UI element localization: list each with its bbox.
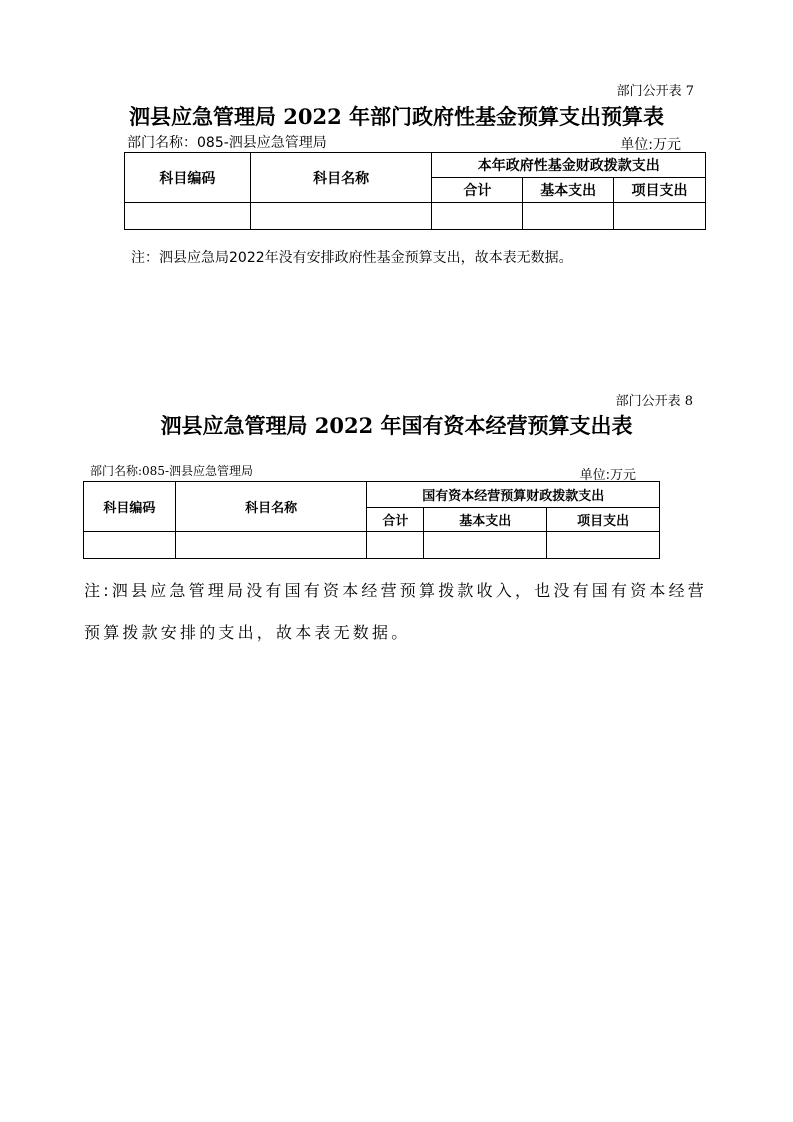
table-8-note-line-1: 注:泗县应急管理局没有国有资本经营预算拨款收入，也没有国有资本经营 [84, 581, 707, 600]
header-subject-name: 科目名称 [250, 153, 432, 203]
table-cell [125, 203, 251, 230]
table-cell [523, 203, 614, 230]
table-8-unit: 单位:万元 [579, 468, 636, 483]
table-7 [124, 152, 706, 230]
table-8 [83, 481, 660, 559]
table-cell [614, 203, 706, 230]
header-project-expenditure: 项目支出 [614, 178, 706, 203]
header-fund-expenditure-group: 本年政府性基金财政拨款支出 [432, 153, 706, 178]
table-row [84, 532, 660, 559]
header-project-expenditure: 项目支出 [547, 508, 660, 532]
table-cell [367, 532, 424, 559]
table-7-title: 泗县应急管理局 2022 年部门政府性基金预算支出预算表 [128, 104, 665, 129]
header-subject-code: 科目编码 [84, 482, 176, 532]
table-8-note-line-2: 预算拨款安排的支出，故本表无数据。 [84, 623, 411, 642]
table-8-department: 部门名称:085-泗县应急管理局 [90, 464, 254, 478]
header-total: 合计 [432, 178, 523, 203]
table-cell [84, 532, 176, 559]
header-subject-name: 科目名称 [175, 482, 367, 532]
table-cell [432, 203, 523, 230]
table-7-unit: 单位:万元 [620, 137, 681, 153]
table-cell [175, 532, 367, 559]
header-basic-expenditure: 基本支出 [424, 508, 547, 532]
table-cell [424, 532, 547, 559]
header-total: 合计 [367, 508, 424, 532]
table-7-note: 注：泗县应急局2022年没有安排政府性基金预算支出，故本表无数据。 [131, 250, 573, 266]
table-7-department: 部门名称：085-泗县应急管理局 [127, 135, 327, 151]
header-basic-expenditure: 基本支出 [523, 178, 614, 203]
table-row [125, 203, 706, 230]
header-subject-code: 科目编码 [125, 153, 251, 203]
table-8-title: 泗县应急管理局 2022 年国有资本经营预算支出表 [160, 413, 633, 438]
table-8-tag: 部门公开表 8 [615, 394, 693, 409]
table-cell [250, 203, 432, 230]
table-cell [547, 532, 660, 559]
header-state-capital-expenditure-group: 国有资本经营预算财政拨款支出 [367, 482, 660, 508]
table-7-tag: 部门公开表 7 [616, 84, 694, 99]
